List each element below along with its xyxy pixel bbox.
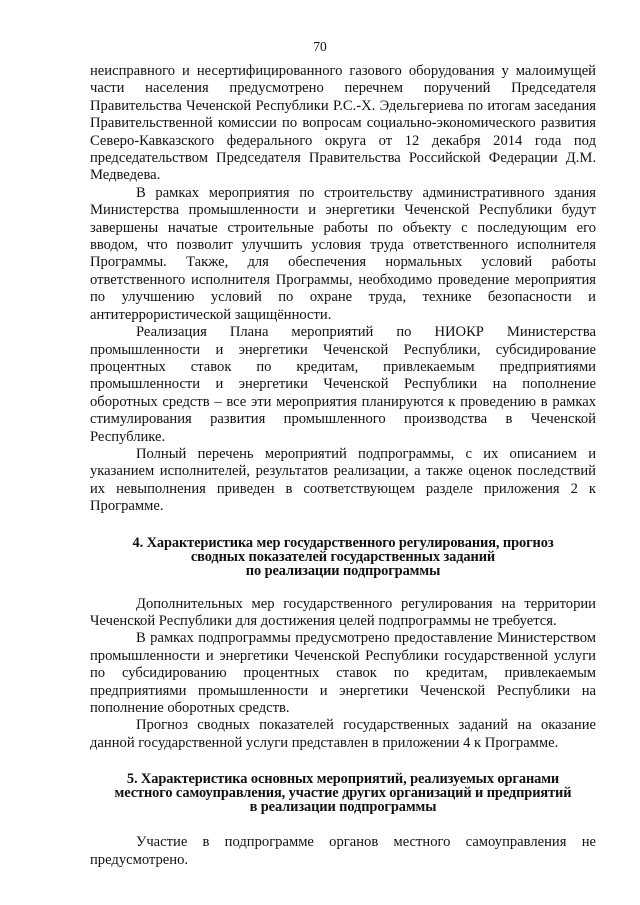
section-4-heading-line: 4. Характеристика мер государственного регулирования, прогноз bbox=[132, 534, 554, 551]
section-5-heading-line: в реализации подпрограммы bbox=[249, 799, 437, 816]
section-5-heading bbox=[90, 772, 596, 814]
section-4-heading-line: по реализации подпрограммы bbox=[245, 562, 441, 579]
paragraph-continued: неисправного и несертифицированного газового оборудования у малоимущей части населения предусмотрено перечнем поручений Председателя Правительства Чеченской Республики Р.С.-Х. Эдельгериева по итогам заседания Правительственной комиссии по вопросам социально-экономического развития Северо-Кавказского федерального округа от 12 декабря 2014 года под председательством Председателя Правительства Российской Федерации Д.М. Медведева. bbox=[90, 63, 596, 184]
paragraph-forecast: Прогноз сводных показателей государственных заданий на оказание данной государственной услуги представлен в приложении 4 к Программе. bbox=[90, 717, 596, 751]
section-5-heading-line: 5. Характеристика основных мероприятий, реализуемых органами bbox=[126, 771, 560, 788]
section-4-heading bbox=[90, 536, 596, 578]
paragraph-local-government: Участие в подпрограмме органов местного самоуправления не предусмотрено. bbox=[90, 834, 596, 868]
paragraph-state-service: В рамках подпрограммы предусмотрено предоставление Министерством промышленности и энергетики Чеченской Республики государственной услуги по субсидированию процентных ставок по кредитам, привлекаемым предприятиями промышленности и энергетики Чеченской Республики на пополнение оборотных средств. bbox=[90, 630, 596, 716]
paragraph-admin-building: В рамках мероприятия по строительству административного здания Министерства промышленности и энергетики Чеченской Республики будут завершены начатые строительные работы по объекту с последующим его вводом, что позволит улучшить условия труда ответственного исполнителя Программы. Также, для обеспечения нормальных условий работы ответственного исполнителя Программы, необходимо проведение мероприятия по улучшению условий по охране труда, технике безопасности и антитеррористической защищённости. bbox=[90, 184, 596, 323]
paragraph-no-extra-measures: Дополнительных мер государственного регулирования на территории Чеченской Республики для достижения целей подпрограммы не требуется. bbox=[90, 595, 596, 629]
paragraph-full-list: Полный перечень мероприятий подпрограммы, с их описанием и указанием исполнителей, результатов реализации, а также оценок последствий их невыполнения приведен в соответствующем разделе приложения 2 к Программе. bbox=[90, 445, 596, 515]
paragraph-niokr-plan: Реализация Плана мероприятий по НИОКР Министерства промышленности и энергетики Чеченской Республики, субсидирование процентных ставок по кредитам, привлекаемым предприятиями промышленности и энергетики Чеченской Республики на пополнение оборотных средств – все эти мероприятия планируются к проведению в рамках стимулирования развития промышленного производства в Чеченской Республике. bbox=[90, 324, 596, 445]
page-content bbox=[90, 63, 596, 869]
section-5-heading-line: местного самоуправления, участие других организаций и предприятий bbox=[114, 785, 572, 802]
page-number: 70 bbox=[313, 39, 327, 54]
section-4-heading-line: сводных показателей государственных заданий bbox=[190, 548, 496, 565]
